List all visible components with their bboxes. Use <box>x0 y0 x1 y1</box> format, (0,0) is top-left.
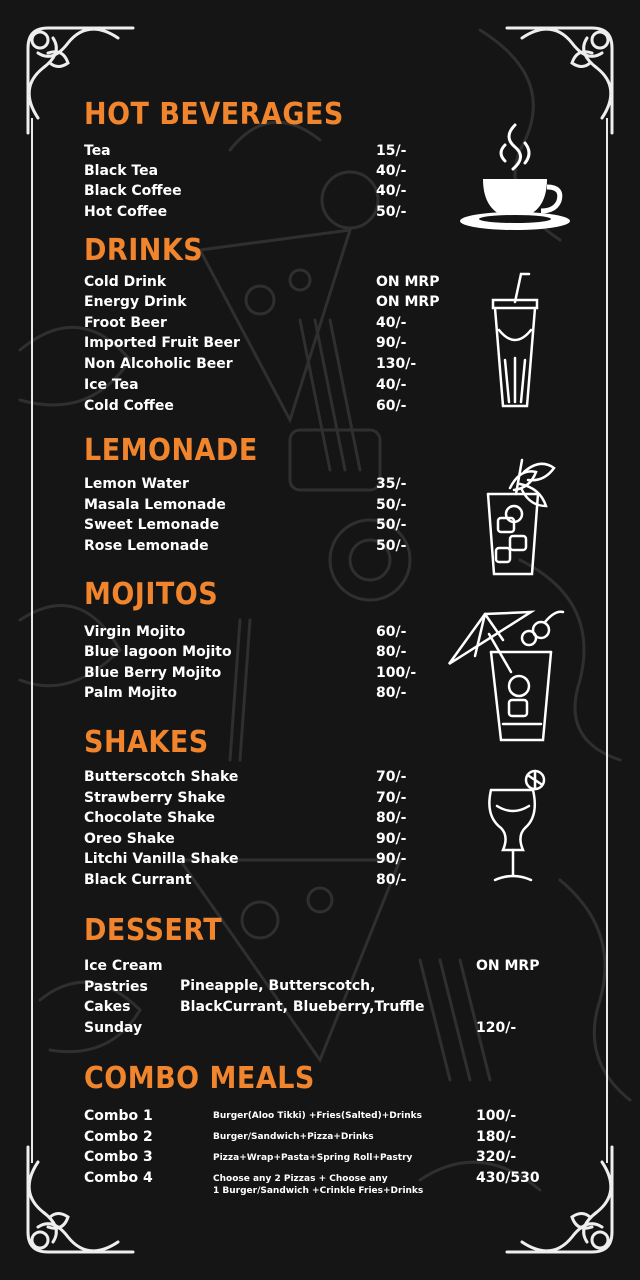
menu-item-price: 70/- <box>376 769 407 785</box>
menu-item-price: 40/- <box>376 315 407 331</box>
menu-item-price: 35/- <box>376 476 407 492</box>
menu-item-name: Pastries <box>84 979 148 995</box>
menu-item-price: 120/- <box>476 1020 517 1036</box>
menu-item-price: 50/- <box>376 517 407 533</box>
menu-item-name: Energy Drink <box>84 294 187 310</box>
menu-item-name: Rose Lemonade <box>84 538 209 554</box>
menu-item-price: 70/- <box>376 790 407 806</box>
coffee-cup-icon <box>455 115 570 235</box>
menu-item-name: Virgin Mojito <box>84 624 186 640</box>
section-title-dessert: DESSERT <box>84 913 223 948</box>
section-title-hot-beverages: HOT BEVERAGES <box>84 97 344 132</box>
dessert-flavors <box>180 976 425 1018</box>
menu-item-name: Black Currant <box>84 872 192 888</box>
dessert-flavors-line: Pineapple, Butterscotch, <box>180 978 376 994</box>
menu-item-name: Imported Fruit Beer <box>84 335 240 351</box>
menu-item-price: 50/- <box>376 538 407 554</box>
menu-item-price: 80/- <box>376 872 407 888</box>
menu-item-name: Ice Tea <box>84 377 139 393</box>
menu-item-name: Non Alcoholic Beer <box>84 356 233 372</box>
combo-description: Burger(Aloo Tikki) +Fries(Salted)+Drinks <box>213 1111 422 1121</box>
menu-item-price: 60/- <box>376 624 407 640</box>
combo-name: Combo 4 <box>84 1170 153 1186</box>
menu-item-price: 50/- <box>376 497 407 513</box>
menu-item-name: Chocolate Shake <box>84 810 216 826</box>
menu-item-price: 80/- <box>376 644 407 660</box>
corner-ornament-bottom-right <box>502 1142 632 1272</box>
combo-name: Combo 2 <box>84 1129 153 1145</box>
menu-item-name: Masala Lemonade <box>84 497 226 513</box>
menu-item-name: Cold Drink <box>84 274 167 290</box>
section-title-mojitos: MOJITOS <box>84 577 219 612</box>
menu-item-price: 40/- <box>376 183 407 199</box>
section-title-drinks: DRINKS <box>84 233 204 268</box>
combo-name: Combo 1 <box>84 1108 153 1124</box>
menu-item-name: Litchi Vanilla Shake <box>84 851 239 867</box>
menu-item-name: Ice Cream <box>84 958 163 974</box>
menu-item-name: Cold Coffee <box>84 398 174 414</box>
combo-description: Burger/Sandwich+Pizza+Drinks <box>213 1132 374 1142</box>
combo-description: Pizza+Wrap+Pasta+Spring Roll+Pastry <box>213 1153 413 1163</box>
menu-item-price: 80/- <box>376 810 407 826</box>
hurricane-glass-icon <box>483 766 553 888</box>
combo-price: 100/- <box>476 1108 517 1124</box>
menu-item-price: 130/- <box>376 356 417 372</box>
menu-item-price: ON MRP <box>376 294 440 310</box>
menu-item-name: Cakes <box>84 999 131 1015</box>
menu-item-price: 90/- <box>376 831 407 847</box>
combo-description: 1 Burger/Sandwich +Crinkle Fries+Drinks <box>213 1186 424 1196</box>
combo-price: 320/- <box>476 1149 517 1165</box>
cocktail-umbrella-icon <box>445 600 565 748</box>
menu-item-price: 90/- <box>376 851 407 867</box>
menu-item-name: Black Coffee <box>84 183 182 199</box>
section-title-shakes: SHAKES <box>84 725 209 760</box>
combo-price: 430/530 <box>476 1170 540 1186</box>
combo-price: 180/- <box>476 1129 517 1145</box>
menu-item-name: Hot Coffee <box>84 204 168 220</box>
menu-item-price: 40/- <box>376 377 407 393</box>
menu-item-name: Sweet Lemonade <box>84 517 220 533</box>
cup-with-straw-icon <box>485 270 545 412</box>
menu-item-name: Blue lagoon Mojito <box>84 644 232 660</box>
menu-item-price: 80/- <box>376 685 407 701</box>
menu-item-price: ON MRP <box>376 274 440 290</box>
menu-item-name: Black Tea <box>84 163 159 179</box>
menu-item-name: Blue Berry Mojito <box>84 665 222 681</box>
menu-item-name: Palm Mojito <box>84 685 178 701</box>
menu-item-name: Oreo Shake <box>84 831 175 847</box>
left-border-line <box>31 118 33 1163</box>
menu-item-price: 60/- <box>376 398 407 414</box>
section-title-lemonade: LEMONADE <box>84 433 258 468</box>
dessert-flavors-line: BlackCurrant, Blueberry,Truffle <box>180 999 425 1015</box>
menu-item-price: ON MRP <box>476 958 540 974</box>
menu-item-price: 15/- <box>376 143 407 159</box>
section-title-combo-meals: COMBO MEALS <box>84 1061 315 1096</box>
glass-with-mint-icon <box>480 448 560 578</box>
menu-item-name: Butterscotch Shake <box>84 769 239 785</box>
menu-item-price: 90/- <box>376 335 407 351</box>
menu-item-price: 40/- <box>376 163 407 179</box>
menu-item-name: Froot Beer <box>84 315 167 331</box>
combo-name: Combo 3 <box>84 1149 153 1165</box>
right-border-line <box>606 118 608 1163</box>
menu-item-name: Lemon Water <box>84 476 189 492</box>
menu-item-price: 100/- <box>376 665 417 681</box>
menu-item-name: Strawberry Shake <box>84 790 226 806</box>
combo-description: Choose any 2 Pizzas + Choose any <box>213 1174 388 1184</box>
menu-item-name: Sunday <box>84 1020 143 1036</box>
menu-item-price: 50/- <box>376 204 407 220</box>
menu-item-name: Tea <box>84 143 111 159</box>
